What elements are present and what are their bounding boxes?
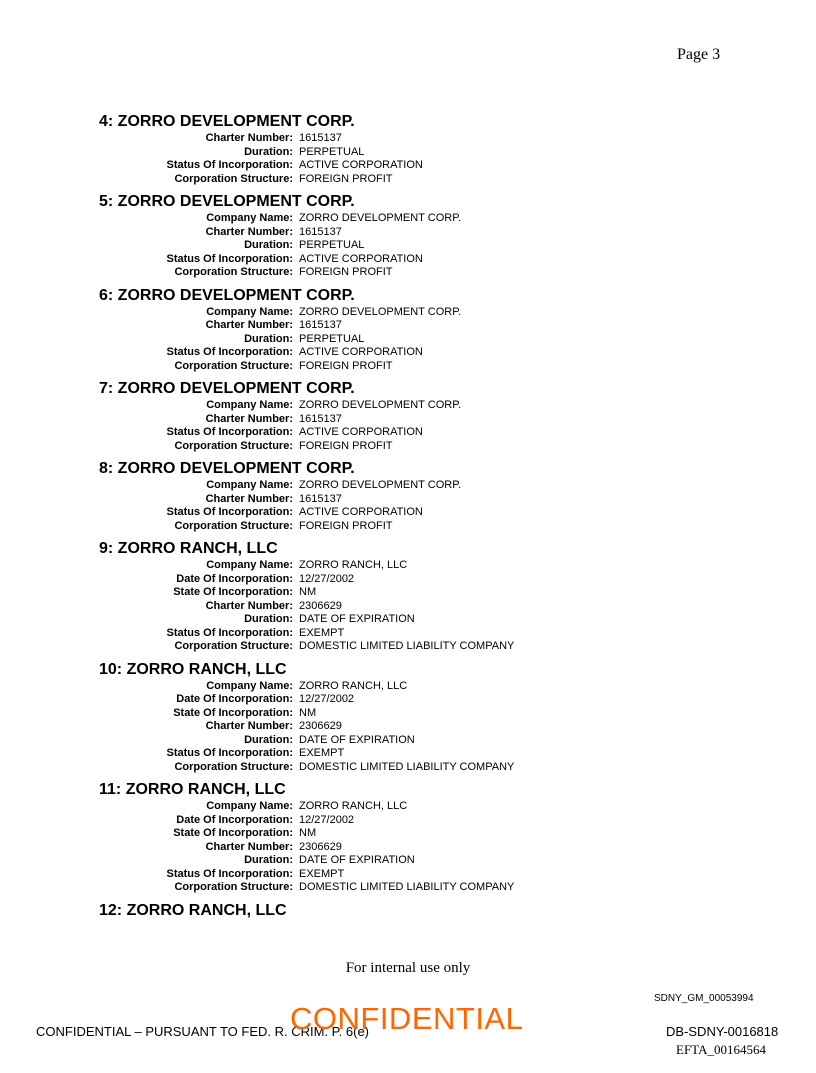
field-value: 12/27/2002 (299, 572, 355, 585)
field-label: Corporation Structure: (174, 439, 293, 452)
field-value: ZORRO RANCH, LLC (299, 559, 408, 571)
field-label: Corporation Structure: (174, 359, 293, 372)
field-value: ACTIVE CORPORATION (299, 506, 423, 518)
field-value: 1615137 (299, 319, 342, 331)
field-value: 2306629 (299, 599, 342, 612)
field-label: State Of Incorporation: (173, 586, 293, 598)
field-value: DOMESTIC LIMITED LIABILITY COMPANY (299, 881, 515, 893)
field-row (99, 173, 699, 187)
field-row (99, 506, 699, 520)
efta-number: EFTA_00164564 (676, 1042, 766, 1057)
field-value: DATE OF EXPIRATION (299, 854, 415, 866)
field-value: DOMESTIC LIMITED LIABILITY COMPANY (299, 760, 515, 773)
field-label: Status Of Incorporation: (166, 867, 293, 880)
entity-record (99, 459, 699, 533)
field-label: Charter Number: (205, 599, 293, 612)
field-value: 12/27/2002 (299, 813, 355, 826)
entity-record (99, 286, 699, 374)
field-row (99, 132, 699, 146)
field-row (99, 239, 699, 253)
field-row (99, 266, 699, 280)
field-label: Company Name: (206, 559, 293, 571)
field-row (99, 159, 699, 173)
entity-title: 12: ZORRO RANCH, LLC (99, 901, 287, 919)
field-value: EXEMPT (299, 747, 345, 759)
bates-number-db: DB-SDNY-0016818 (666, 1024, 779, 1039)
field-row (99, 493, 699, 507)
field-label: Corporation Structure: (174, 881, 293, 893)
field-label: Corporation Structure: (174, 640, 293, 652)
field-label: Duration: (244, 854, 293, 866)
field-row (99, 720, 699, 734)
entity-record (99, 192, 699, 280)
field-value: 2306629 (299, 840, 342, 853)
field-row (99, 827, 699, 841)
field-label: Charter Number: (205, 720, 293, 732)
field-value: ACTIVE CORPORATION (299, 159, 423, 171)
field-row (99, 600, 699, 614)
field-label: Charter Number: (205, 492, 293, 505)
field-row (99, 399, 699, 413)
field-value: 1615137 (299, 492, 342, 505)
entity-title: 4: ZORRO DEVELOPMENT CORP. (99, 113, 355, 130)
entity-record-list (99, 112, 699, 927)
field-label: State Of Incorporation: (173, 706, 293, 719)
field-row (99, 346, 699, 360)
field-row (99, 306, 699, 320)
field-label: Charter Number: (205, 319, 293, 331)
field-value: 12/27/2002 (299, 693, 355, 705)
field-row (99, 319, 699, 333)
field-value: NM (299, 827, 317, 839)
field-row (99, 440, 699, 454)
field-label: Company Name: (206, 479, 293, 491)
field-row (99, 253, 699, 267)
field-row (99, 734, 699, 748)
field-value: PERPETUAL (299, 332, 365, 345)
field-value: ACTIVE CORPORATION (299, 346, 423, 358)
entity-title: 11: ZORRO RANCH, LLC (99, 781, 286, 798)
field-label: Status Of Incorporation: (166, 346, 293, 358)
field-label: State Of Incorporation: (173, 827, 293, 839)
field-label: Corporation Structure: (174, 172, 293, 185)
field-row (99, 333, 699, 347)
field-value: ZORRO DEVELOPMENT CORP. (299, 212, 462, 224)
field-row (99, 761, 699, 775)
field-label: Corporation Structure: (174, 519, 293, 532)
entity-record (99, 379, 699, 453)
field-row (99, 693, 699, 707)
field-value: DATE OF EXPIRATION (299, 733, 415, 746)
field-label: Company Name: (206, 800, 293, 812)
field-label: Duration: (244, 239, 293, 251)
field-value: ZORRO DEVELOPMENT CORP. (299, 479, 462, 491)
field-value: ZORRO RANCH, LLC (299, 800, 408, 812)
field-value: 1615137 (299, 225, 342, 238)
field-row (99, 707, 699, 721)
field-row (99, 426, 699, 440)
field-row (99, 573, 699, 587)
field-row (99, 520, 699, 534)
field-value: FOREIGN PROFIT (299, 266, 393, 278)
field-label: Duration: (244, 613, 293, 625)
field-label: Company Name: (206, 305, 293, 318)
bates-number-gm: SDNY_GM_00053994 (654, 993, 754, 1004)
field-value: 1615137 (299, 132, 342, 144)
field-value: EXEMPT (299, 867, 345, 880)
entity-title: 7: ZORRO DEVELOPMENT CORP. (99, 380, 355, 397)
field-label: Status Of Incorporation: (166, 506, 293, 518)
field-value: 2306629 (299, 720, 342, 732)
field-value: ACTIVE CORPORATION (299, 426, 423, 438)
field-row (99, 613, 699, 627)
field-value: ZORRO DEVELOPMENT CORP. (299, 305, 462, 318)
field-row (99, 360, 699, 374)
field-value: PERPETUAL (299, 145, 365, 158)
field-row (99, 226, 699, 240)
entity-title: 10: ZORRO RANCH, LLC (99, 660, 287, 678)
field-row (99, 479, 699, 493)
field-value: NM (299, 586, 317, 598)
field-value: ACTIVE CORPORATION (299, 252, 423, 265)
field-value: ZORRO DEVELOPMENT CORP. (299, 399, 462, 411)
field-row (99, 800, 699, 814)
field-row (99, 559, 699, 573)
page-number: Page 3 (677, 46, 721, 63)
field-label: Date Of Incorporation: (176, 813, 293, 826)
field-row (99, 640, 699, 654)
internal-use-note: For internal use only (345, 960, 471, 976)
field-row (99, 680, 699, 694)
field-label: Status Of Incorporation: (166, 252, 293, 265)
field-label: Status Of Incorporation: (166, 426, 293, 438)
field-label: Charter Number: (205, 412, 293, 425)
field-value: DOMESTIC LIMITED LIABILITY COMPANY (299, 640, 515, 652)
entity-record (99, 112, 699, 186)
field-label: Status Of Incorporation: (166, 159, 293, 171)
field-row (99, 841, 699, 855)
confidential-notice: CONFIDENTIAL – PURSUANT TO FED. R. CRIM. P. 6(e) (36, 1024, 370, 1039)
field-row (99, 814, 699, 828)
entity-title: 9: ZORRO RANCH, LLC (99, 540, 278, 557)
field-label: Status Of Incorporation: (166, 747, 293, 759)
field-row (99, 212, 699, 226)
field-row (99, 146, 699, 160)
entity-title: 6: ZORRO DEVELOPMENT CORP. (99, 286, 355, 304)
field-label: Corporation Structure: (174, 760, 293, 773)
field-value: FOREIGN PROFIT (299, 439, 393, 452)
entity-title: 5: ZORRO DEVELOPMENT CORP. (99, 193, 355, 210)
field-label: Duration: (244, 145, 293, 158)
field-value: PERPETUAL (299, 239, 365, 251)
entity-record (99, 901, 699, 921)
entity-record (99, 660, 699, 775)
field-value: NM (299, 706, 317, 719)
field-value: FOREIGN PROFIT (299, 519, 393, 532)
field-row (99, 586, 699, 600)
field-row (99, 747, 699, 761)
field-label: Corporation Structure: (174, 266, 293, 278)
field-value: ZORRO RANCH, LLC (299, 679, 408, 692)
field-row (99, 413, 699, 427)
field-label: Date Of Incorporation: (176, 693, 293, 705)
field-label: Company Name: (206, 212, 293, 224)
field-row (99, 854, 699, 868)
field-row (99, 881, 699, 895)
field-label: Status Of Incorporation: (166, 626, 293, 639)
field-row (99, 868, 699, 882)
field-label: Date Of Incorporation: (176, 572, 293, 585)
field-value: DATE OF EXPIRATION (299, 613, 415, 625)
entity-title: 8: ZORRO DEVELOPMENT CORP. (99, 460, 355, 477)
field-value: FOREIGN PROFIT (299, 359, 393, 372)
field-label: Duration: (244, 733, 293, 746)
field-label: Charter Number: (205, 225, 293, 238)
field-label: Company Name: (206, 399, 293, 411)
entity-record (99, 780, 699, 895)
field-label: Charter Number: (205, 132, 293, 144)
field-value: EXEMPT (299, 626, 345, 639)
field-value: FOREIGN PROFIT (299, 172, 393, 185)
confidential-stamp: CONFIDENTIAL (290, 1001, 524, 1036)
field-label: Charter Number: (205, 840, 293, 853)
field-label: Duration: (244, 332, 293, 345)
field-label: Company Name: (206, 679, 293, 692)
field-row (99, 627, 699, 641)
field-value: 1615137 (299, 412, 342, 425)
entity-record (99, 539, 699, 654)
